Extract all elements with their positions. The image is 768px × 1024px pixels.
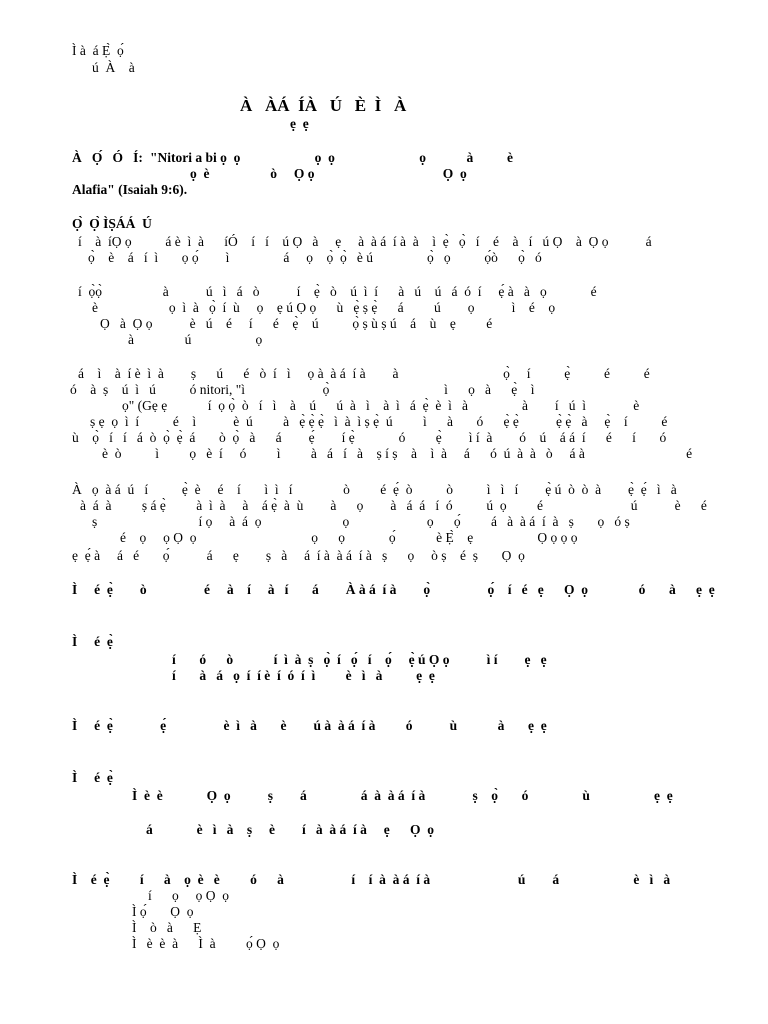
- page-title: À ÀÁ ÍÀ Ú È Ì À: [240, 96, 407, 115]
- paragraph-line: í ọ̀ọ̀ à ú ì á ò í ẹ̀ ò ú ì í à ú ú á ó í ẹ́ à à ọ é: [78, 284, 597, 299]
- text-line-1: "Nitori a bi ọ ọ ọ ọ ọ à è: [150, 150, 513, 165]
- question-line: Ì ọ́ Ọ ọ: [132, 904, 194, 919]
- question-line: Ì é ẹ̀: [72, 634, 113, 649]
- paragraph-line: ó à ṣ ú ì ú ó nitori, "ì ọ̀ ì ọ à ẹ̀ ì: [70, 382, 535, 397]
- paragraph-line: ṣ í ọ à á ọ ọ ọ ọ́ á à à á í à ṣ ọ ó ṣ: [92, 514, 630, 529]
- paragraph-line: ọ" (Gẹ ẹ í ọ ọ̀ ò í ì à ú ú à ì à ì á ẹ̀ è ì à à í ú ì è: [122, 398, 640, 413]
- paragraph-line: ẹ ẹ́ à á é ọ́ á ẹ ṣ à á í à à á í à ṣ ọ ò ṣ é ṣ Ọ ọ: [72, 548, 525, 563]
- paragraph-line: à ú ọ: [128, 332, 263, 347]
- paragraph-line: À ọ à á ú í ẹ̀ è é í ì ì í ò é ẹ́ ò ò ì ì í ẹ̀ ú ò ò à ẹ̀ ẹ́ ì à: [72, 482, 677, 497]
- paragraph-line: í à íỌ ọ á è ì à íÓ í í ú Ọ à ẹ à à á í à à ì ẹ̀ ọ̀ í é à í ú Ọ à Ọ ọ á: [78, 234, 652, 249]
- paragraph-line: è ò ì ọ è í ó ì à á í à ṣ í ṣ à ì à á ó ú à à ò á à é: [102, 446, 693, 461]
- paragraph-line: Ọ à Ọ ọ è ú é í é ẹ̀ ú ọ̀ ṣ ù ṣ ú á ù ẹ é: [100, 316, 493, 331]
- text-label: À Ọ́ Ó Í:: [72, 150, 143, 165]
- paragraph-line: ọ̀ è á í ì ọ ọ́ ì á ọ ọ̀ ọ̀ è ú ọ̀ ọ ọ́ò ọ̀ ó: [88, 250, 542, 265]
- paragraph-line: ù ọ̀ í í á ò ọ̀ ẹ̀ á ò ọ̀ à á ẹ́ í ẹ̀ ó ẹ̀ ì í à ó ú á á í é í ó: [72, 430, 667, 445]
- page-subtitle: ẹ ẹ: [290, 116, 309, 131]
- question-line: í ọ ọ Ọ ọ: [148, 888, 229, 903]
- header-line-1: Ì à á Ẹ̀ ọ́: [72, 43, 124, 58]
- question-line: Ì ò à Ẹ: [132, 920, 202, 935]
- question-line: Ì é ẹ̀ ẹ́ è ì à è ú à à á í à ó ù à ẹ ẹ: [72, 718, 547, 733]
- paragraph-line: ṣ ẹ ọ ì í é ì è ú à ẹ̀ ẹ̀ ẹ̀ ì à ì ṣ ẹ̀ ú ì à ó ẹ̀ ẹ̀ ẹ̀ ẹ̀ à ẹ̀ í é: [90, 414, 668, 429]
- text-line-3: Alafia" (Isaiah 9:6).: [72, 182, 188, 197]
- question-line: á è ì à ṣ è í à à á í à ẹ Ọ ọ: [146, 822, 434, 837]
- question-line: í ó ò í ì à ṣ ọ̀ í ọ́ í ọ́ ẹ̀ ú Ọ ọ ì í ẹ ẹ: [172, 652, 547, 667]
- question-line: Ì é ẹ̀ í à ọ è è ó à í í à à á í à ú á è ì à: [72, 872, 671, 887]
- paragraph-line: è ọ ì à ọ̀ í ù ọ ẹ ú Ọ ọ ù ẹ̀ ṣ ẹ̀ á ú ọ ì é ọ: [92, 300, 556, 315]
- question-line: Ì è è à Ì à ọ́ Ọ ọ: [132, 936, 280, 951]
- question-line: Ì é ẹ̀ ò é à í à í á À à á í à ọ̀ ọ́ í é ẹ Ọ ọ ó à ẹ ẹ: [72, 582, 715, 597]
- paragraph-line: é ọ ọ Ọ ọ ọ ọ ọ́ è Ẹ̀ ẹ Ọ ọ ọ ọ: [120, 530, 578, 545]
- question-line: Ì é ẹ̀: [72, 770, 113, 785]
- question-line: Ì è è Ọ ọ ṣ á á à à á í à ṣ ọ̀ ó ù ẹ ẹ: [132, 788, 673, 803]
- intro-heading: Ọ̀ Ọ̀ ÌṢÁÁ Ú: [72, 216, 152, 231]
- text-line-2: ọ è ò Ọ ọ Ọ ọ: [190, 166, 467, 181]
- header-line-2: ú À à: [92, 60, 135, 75]
- question-line: í à á ọ í í è í ó í ì è ì à ẹ ẹ: [172, 668, 435, 683]
- paragraph-line: à á à ṣ á ẹ̀ à ì à à á ẹ̀ à ù à ọ à á á í ó ú ọ é ú è é: [80, 498, 707, 513]
- paragraph-line: á ì à í è ì à ṣ ú é ò í ì ọ à à á í à à ọ̀ í ẹ̀ é é: [78, 366, 650, 381]
